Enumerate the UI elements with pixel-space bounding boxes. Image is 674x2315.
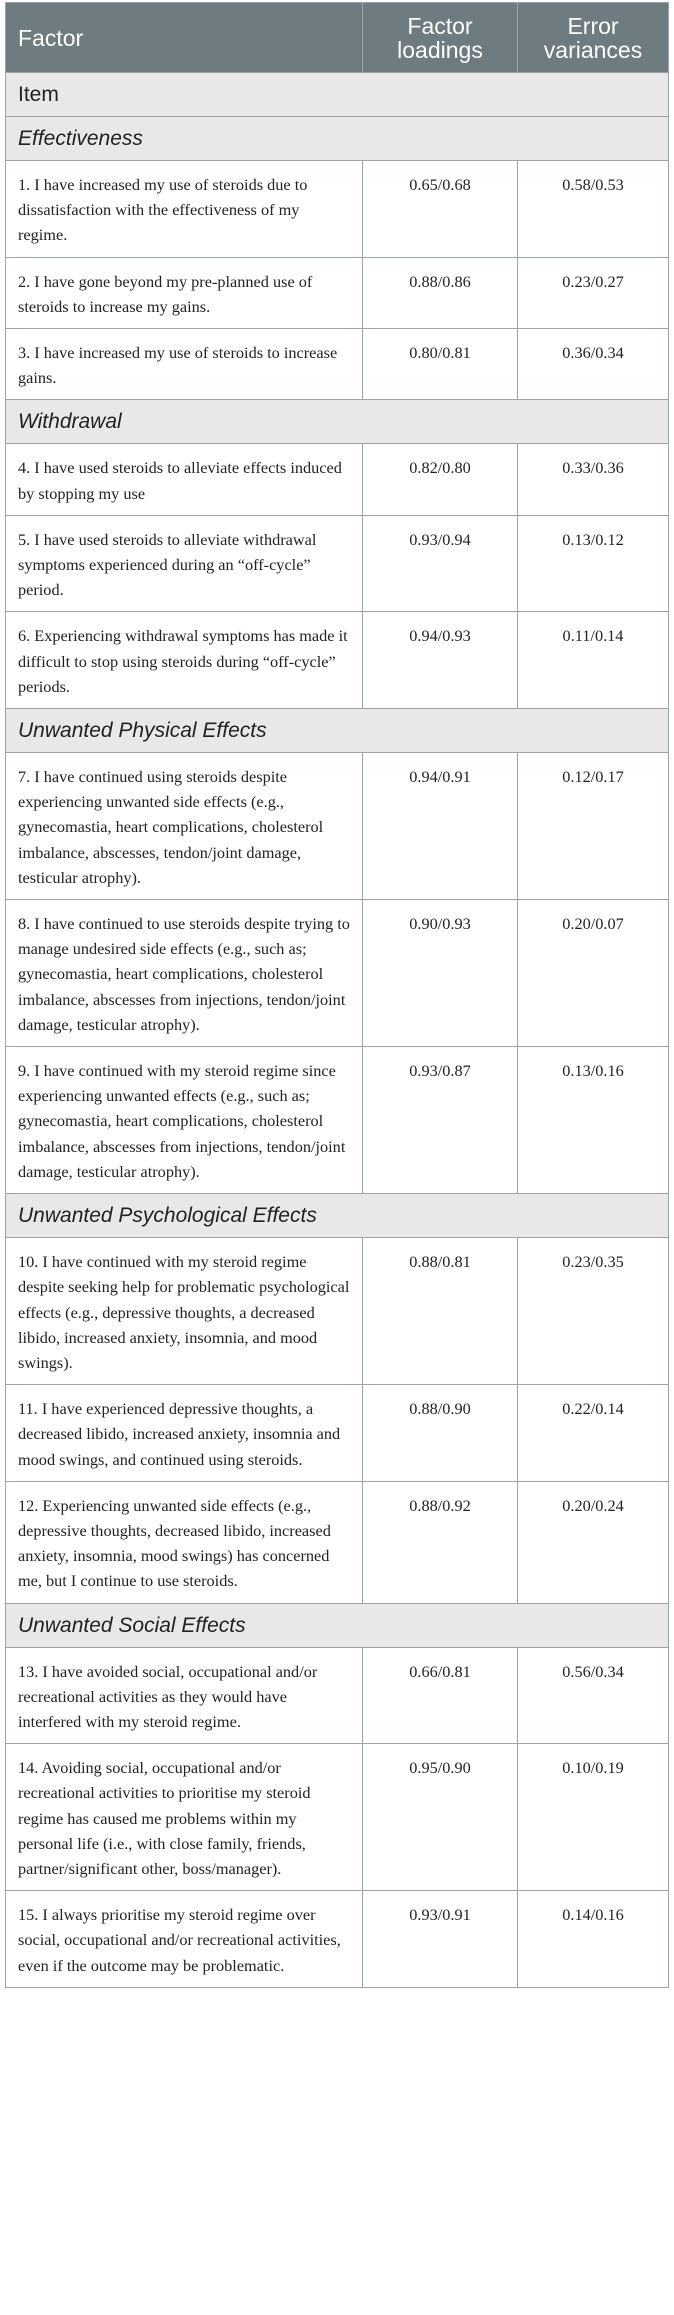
item-text: 13. I have avoided social, occupational and/or recreational activities as they would have interfered with my steroid regime. [6,1647,363,1744]
header-error-variances-line2: variances [543,36,643,63]
item-text: 14. Avoiding social, occupational and/or recreational activities to prioritise my steroid regime has caused me problems within my personal life (i.e., with close family, friends, partner/significant other, boss/manager). [6,1744,363,1891]
section-title: Unwanted Social Effects [6,1603,669,1647]
error-variance-value: 0.36/0.34 [518,329,669,400]
table-row [6,515,669,612]
table-row [6,1481,669,1603]
factor-loading-value: 0.93/0.91 [363,1891,518,1988]
section-row [6,1603,669,1647]
factor-loading-value: 0.94/0.91 [363,753,518,900]
item-text: 12. Experiencing unwanted side effects (e.g., depressive thoughts, decreased libido, increased anxiety, insomnia, mood swings) has concerned me, but I continue to use steroids. [6,1481,363,1603]
item-text: 8. I have continued to use steroids despite trying to manage undesired side effects (e.g., such as; gynecomastia, heart complications, cholesterol imbalance, abscesses from injections, tendon/joint damage, testicular atrophy). [6,900,363,1047]
table-row [6,444,669,515]
error-variance-value: 0.11/0.14 [518,612,669,709]
factor-loading-value: 0.65/0.68 [363,161,518,258]
header-factor-loadings [363,3,518,73]
header-factor-loadings-line2: loadings [397,36,483,63]
table-row [6,1047,669,1194]
table-row [6,1647,669,1744]
factor-loading-value: 0.88/0.81 [363,1238,518,1385]
section-row [6,400,669,444]
factor-loading-value: 0.66/0.81 [363,1647,518,1744]
error-variance-value: 0.13/0.16 [518,1047,669,1194]
table-row [6,161,669,258]
table-row [6,257,669,328]
item-label-row [6,73,669,117]
item-text: 3. I have increased my use of steroids to increase gains. [6,329,363,400]
error-variance-value: 0.58/0.53 [518,161,669,258]
item-text: 1. I have increased my use of steroids due to dissatisfaction with the effectiveness of my regime. [6,161,363,258]
factor-loading-value: 0.95/0.90 [363,1744,518,1891]
table-row [6,1385,669,1482]
factor-loadings-table [5,2,669,1988]
error-variance-value: 0.23/0.27 [518,257,669,328]
error-variance-value: 0.13/0.12 [518,515,669,612]
table-row [6,329,669,400]
section-title: Withdrawal [6,400,669,444]
error-variance-value: 0.56/0.34 [518,1647,669,1744]
factor-loading-value: 0.93/0.87 [363,1047,518,1194]
item-text: 9. I have continued with my steroid regime since experiencing unwanted effects (e.g., such as; gynecomastia, heart complications, cholesterol imbalance, abscesses from injections, tendon/joint damage, testicular atrophy). [6,1047,363,1194]
error-variance-value: 0.20/0.07 [518,900,669,1047]
header-error-variances [518,3,669,73]
factor-loading-value: 0.93/0.94 [363,515,518,612]
table-row [6,1238,669,1385]
factor-loading-value: 0.90/0.93 [363,900,518,1047]
table-row [6,1744,669,1891]
item-text: 10. I have continued with my steroid regime despite seeking help for problematic psychological effects (e.g., depressive thoughts, a decreased libido, increased anxiety, insomnia, and mood swings). [6,1238,363,1385]
header-factor: Factor [6,3,363,73]
section-row [6,1194,669,1238]
factor-loading-value: 0.94/0.93 [363,612,518,709]
table-row [6,612,669,709]
factor-loading-value: 0.88/0.90 [363,1385,518,1482]
error-variance-value: 0.14/0.16 [518,1891,669,1988]
section-row [6,709,669,753]
header-row [6,3,669,73]
table-row [6,753,669,900]
item-text: 4. I have used steroids to alleviate effects induced by stopping my use [6,444,363,515]
error-variance-value: 0.23/0.35 [518,1238,669,1385]
item-text: 5. I have used steroids to alleviate withdrawal symptoms experienced during an “off-cycle” period. [6,515,363,612]
error-variance-value: 0.12/0.17 [518,753,669,900]
item-label: Item [6,73,669,117]
item-text: 11. I have experienced depressive thoughts, a decreased libido, increased anxiety, insomnia and mood swings, and continued using steroids. [6,1385,363,1482]
factor-table-container [5,2,668,1988]
section-title: Effectiveness [6,117,669,161]
factor-loading-value: 0.88/0.86 [363,257,518,328]
section-row [6,117,669,161]
header-factor-loadings-line1: Factor [407,12,473,39]
header-error-variances-line1: Error [567,12,619,39]
factor-loading-value: 0.88/0.92 [363,1481,518,1603]
item-text: 6. Experiencing withdrawal symptoms has made it difficult to stop using steroids during “off-cycle” periods. [6,612,363,709]
table-row [6,1891,669,1988]
table-row [6,900,669,1047]
error-variance-value: 0.20/0.24 [518,1481,669,1603]
item-text: 15. I always prioritise my steroid regime over social, occupational and/or recreational activities, even if the outcome may be problematic. [6,1891,363,1988]
section-title: Unwanted Physical Effects [6,709,669,753]
section-title: Unwanted Psychological Effects [6,1194,669,1238]
error-variance-value: 0.22/0.14 [518,1385,669,1482]
factor-loading-value: 0.82/0.80 [363,444,518,515]
error-variance-value: 0.10/0.19 [518,1744,669,1891]
item-text: 7. I have continued using steroids despite experiencing unwanted side effects (e.g., gynecomastia, heart complications, cholesterol imbalance, abscesses, tendon/joint damage, testicular atrophy). [6,753,363,900]
error-variance-value: 0.33/0.36 [518,444,669,515]
item-text: 2. I have gone beyond my pre-planned use of steroids to increase my gains. [6,257,363,328]
factor-loading-value: 0.80/0.81 [363,329,518,400]
